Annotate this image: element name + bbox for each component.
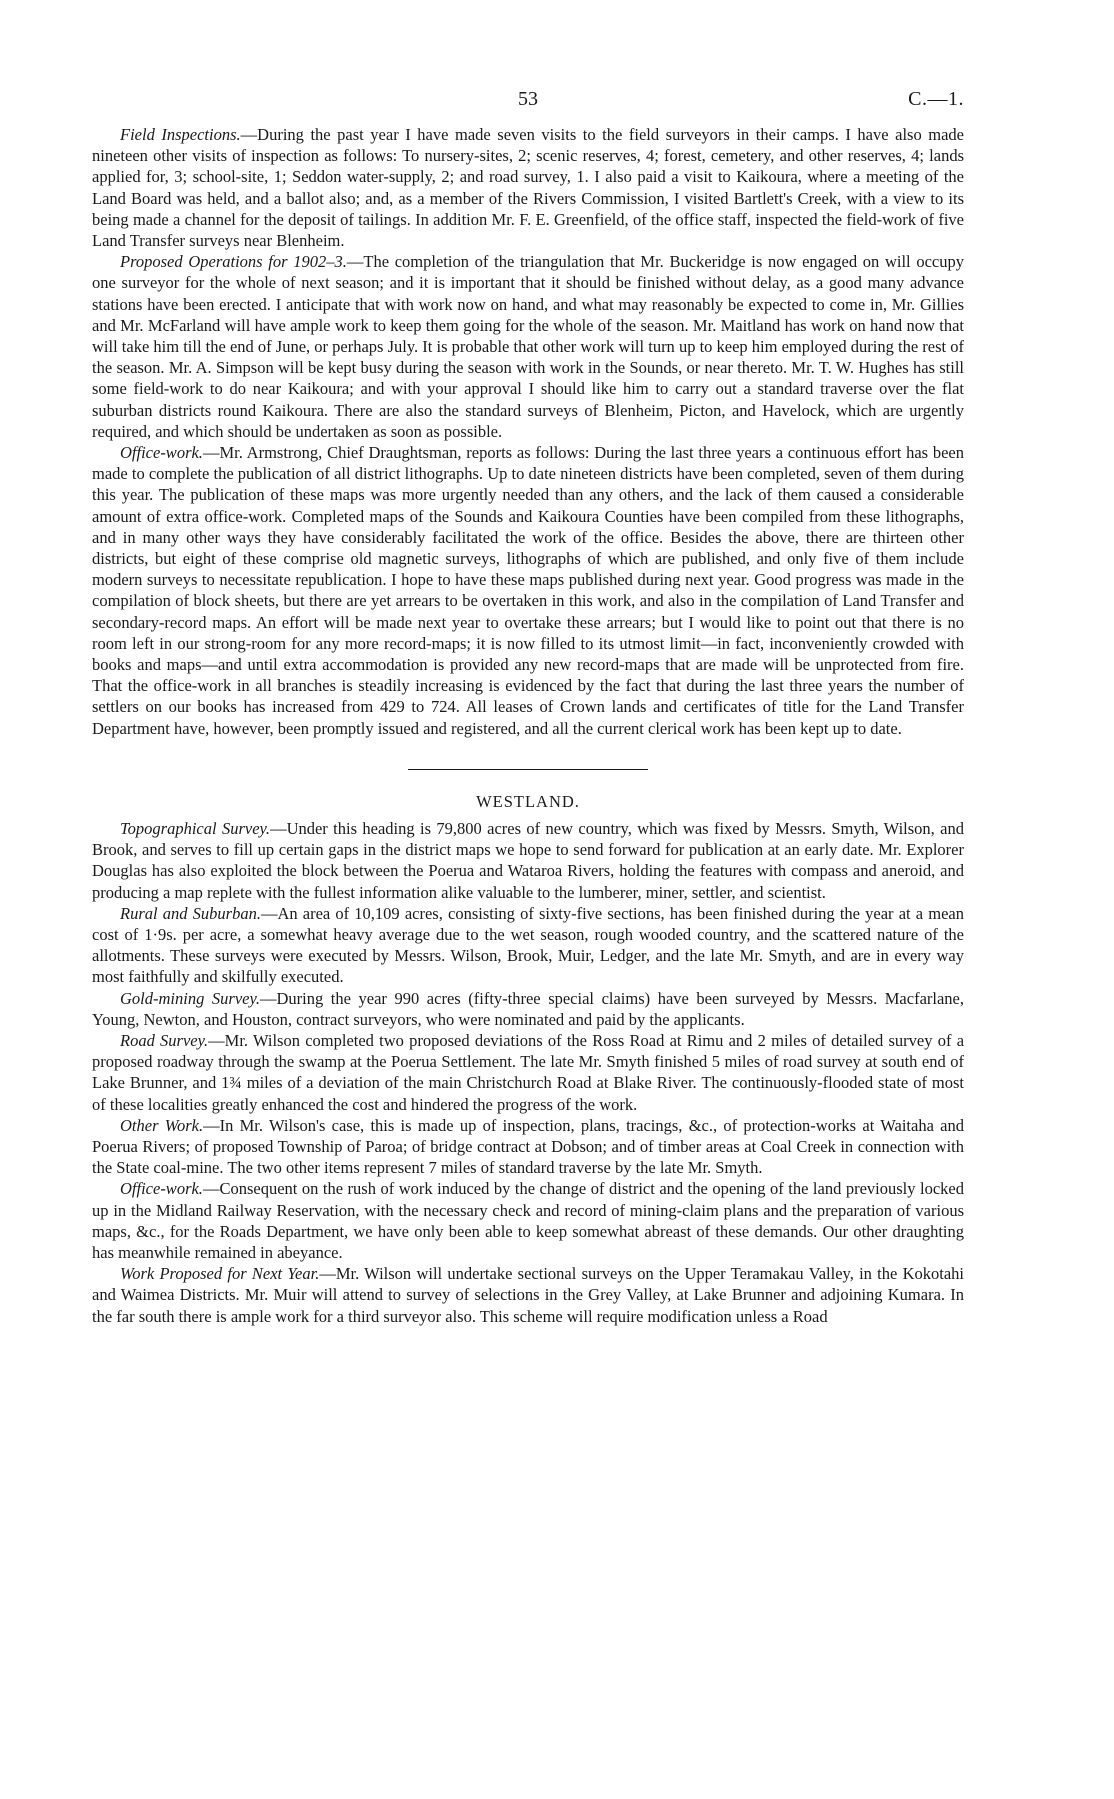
paragraph-work-proposed bbox=[92, 1263, 964, 1327]
paragraph-text: —The completion of the triangulation that Mr. Buckeridge is now engaged on will occupy one surveyor for the whole of next season; and it is important that it should be finished without delay, as a good many advance stations have been erected. I anticipate that with work now on hand, and what may reasonably be expected to come in, Mr. Gillies and Mr. McFarland will have ample work to keep them going for the whole of the season. Mr. Maitland has work on hand now that will take him till the end of June, or perhaps July. It is probable that other work will turn up to keep him employed during the rest of the season. Mr. A. Simpson will be kept busy during the season with work in the Sounds, or near thereto. Mr. T. W. Hughes has still some field-work to do near Kaikoura; and with your approval I should like him to carry out a standard traverse over the flat suburban districts round Kaikoura. There are also the standard surveys of Blenheim, Picton, and Havelock, which are urgently required, and which should be undertaken as soon as possible. bbox=[92, 252, 964, 441]
page-number: 53 bbox=[518, 88, 538, 110]
paragraph-heading: Work Proposed for Next Year. bbox=[120, 1264, 320, 1284]
paragraph-text: —Consequent on the rush of work induced by the change of district and the opening of the land previously locked up in the Midland Railway Reservation, with the necessary check and record of mining-claim plans and the preparation of various maps, &c., for the Roads Department, we have only been able to keep somewhat abreast of these demands. Our other draughting has meanwhile remained in abeyance. bbox=[92, 1179, 964, 1262]
paragraph-topographical-survey bbox=[92, 818, 964, 903]
paragraph-proposed-operations bbox=[92, 251, 964, 442]
section-title-westland: WESTLAND. bbox=[476, 791, 580, 811]
paragraph-heading: Office-work. bbox=[120, 443, 203, 463]
paragraph-rural-suburban bbox=[92, 903, 964, 988]
paragraph-westland-office-work bbox=[92, 1178, 964, 1263]
paragraph-text: —Mr. Armstrong, Chief Draughtsman, reports as follows: During the last three years a continuous effort has been made to complete the publication of all district lithographs. Up to date nineteen districts have been completed, seven of them during this year. The publication of these maps was more urgently needed than any others, and the lack of them caused a considerable amount of extra office-work. Completed maps of the Sounds and Kaikoura Counties have been compiled from these lithographs, and in many other ways they have considerably facilitated the work of the office. Besides the above, there are thirteen other districts, but eight of these comprise old magnetic surveys, lithographs of which are published, and only five of them include modern surveys to necessitate republication. I hope to have these maps published during next year. Good progress was made in the compilation of block sheets, but there are yet arrears to be overtaken in this work, and also in the compilation of Land Transfer and secondary-record maps. An effort will be made next year to overtake these arrears; but I would like to point out that there is no room left in our strong-room for any more record-maps; it is now filled to its utmost limit—in fact, inconveniently crowded with books and maps—and until extra accommodation is provided any new record-maps that are made will be unprotected from fire. That the office-work in all branches is steadily increasing is evidenced by the fact that during the last three years the number of settlers on our books has increased from 429 to 724. All leases of Crown lands and certificates of title for the Land Transfer Department have, however, been promptly issued and registered, and all the current clerical work has been kept up to date. bbox=[92, 443, 964, 738]
paragraph-heading: Gold-mining Survey. bbox=[120, 988, 260, 1008]
paragraph-heading: Other Work. bbox=[120, 1115, 204, 1135]
document-code: C.—1. bbox=[908, 88, 964, 110]
paragraph-text: —An area of 10,109 acres, consisting of sixty-five sections, has been finished during the year at a mean cost of 1·9s. per acre, a somewhat heavy average due to the wet season, rough wooded country, and the scattered nature of the allotments. These surveys were executed by Messrs. Wilson, Brook, Muir, Ledger, and the late Mr. Smyth, and are in every way most faithfully and skilfully executed. bbox=[92, 903, 964, 987]
paragraph-heading: Rural and Suburban. bbox=[120, 903, 261, 923]
paragraph-other-work bbox=[92, 1115, 964, 1179]
paragraph-heading: Road Survey. bbox=[120, 1030, 209, 1050]
paragraph-text: —Under this heading is 79,800 acres of new country, which was fixed by Messrs. Smyth, Wilson, and Brook, and serves to fill up certain gaps in the district maps we hope to send forward for publication at an early date. Mr. Explorer Douglas has also exploited the block between the Poerua and Wataroa Rivers, holding the features with compass and aneroid, and producing a map replete with the fullest information alike valuable to the lumberer, miner, settler, and scientist. bbox=[92, 818, 964, 902]
document-page bbox=[92, 80, 964, 1327]
paragraph-road-survey bbox=[92, 1030, 964, 1115]
paragraph-heading: Field Inspections. bbox=[120, 125, 241, 144]
paragraph-text: —During the year 990 acres (fifty-three special claims) have been surveyed by Messrs. Macfarlane, Young, Newton, and Houston, contract surveyors, who were nominated and paid by the applicants. bbox=[92, 988, 964, 1029]
paragraph-text: —During the past year I have made seven visits to the field surveyors in their camps. I have also made nineteen other visits of inspection as follows: To nursery-sites, 2; scenic reserves, 4; forest, cemetery, and other reserves, 4; lands applied for, 3; school-site, 1; Seddon water-supply, 2; and road survey, 1. I also paid a visit to Kaikoura, where a meeting of the Land Board was held, and a ballot also; and, as a member of the Rivers Commission, I visited Bartlett's Creek, with a view to its being made a channel for the deposit of tailings. In addition Mr. F. E. Greenfield, of the office staff, inspected the field-work of five Land Transfer surveys near Blenheim. bbox=[92, 125, 964, 251]
section-divider bbox=[408, 769, 648, 770]
paragraph-text: —Mr. Wilson completed two proposed deviations of the Ross Road at Rimu and 2 miles of detailed survey of a proposed roadway through the swamp at the Poerua Settlement. The late Mr. Smyth finished 5 miles of road survey at south end of Lake Brunner, and 1¾ miles of a deviation of the main Christchurch Road at Blake River. The continuously-flooded state of most of these localities greatly enhanced the cost and hindered the progress of the work. bbox=[92, 1030, 965, 1114]
paragraph-gold-mining-survey bbox=[92, 988, 964, 1030]
page-header bbox=[92, 80, 964, 124]
paragraph-text: —Mr. Wilson will undertake sectional surveys on the Upper Teramakau Valley, in the Kokotahi and Waimea Districts. Mr. Muir will attend to survey of selections in the Grey Valley, at Lake Brunner and adjoining Kumara. In the far south there is ample work for a third surveyor also. This scheme will require modification unless a Road bbox=[92, 1264, 964, 1326]
paragraph-text: —In Mr. Wilson's case, this is made up of inspection, plans, tracings, &c., of protection-works at Waitaha and Poerua Rivers; of proposed Township of Paroa; of bridge contract at Dobson; and of timber areas at Coal Creek in connection with the State coal-mine. The two other items represent 7 miles of standard traverse by the late Mr. Smyth. bbox=[92, 1115, 964, 1178]
paragraph-field-inspections bbox=[92, 124, 964, 251]
paragraph-heading: Proposed Operations for 1902–3. bbox=[120, 252, 347, 272]
paragraph-heading: Office-work. bbox=[120, 1179, 203, 1199]
paragraph-office-work bbox=[92, 442, 964, 739]
paragraph-heading: Topographical Survey. bbox=[120, 818, 271, 838]
